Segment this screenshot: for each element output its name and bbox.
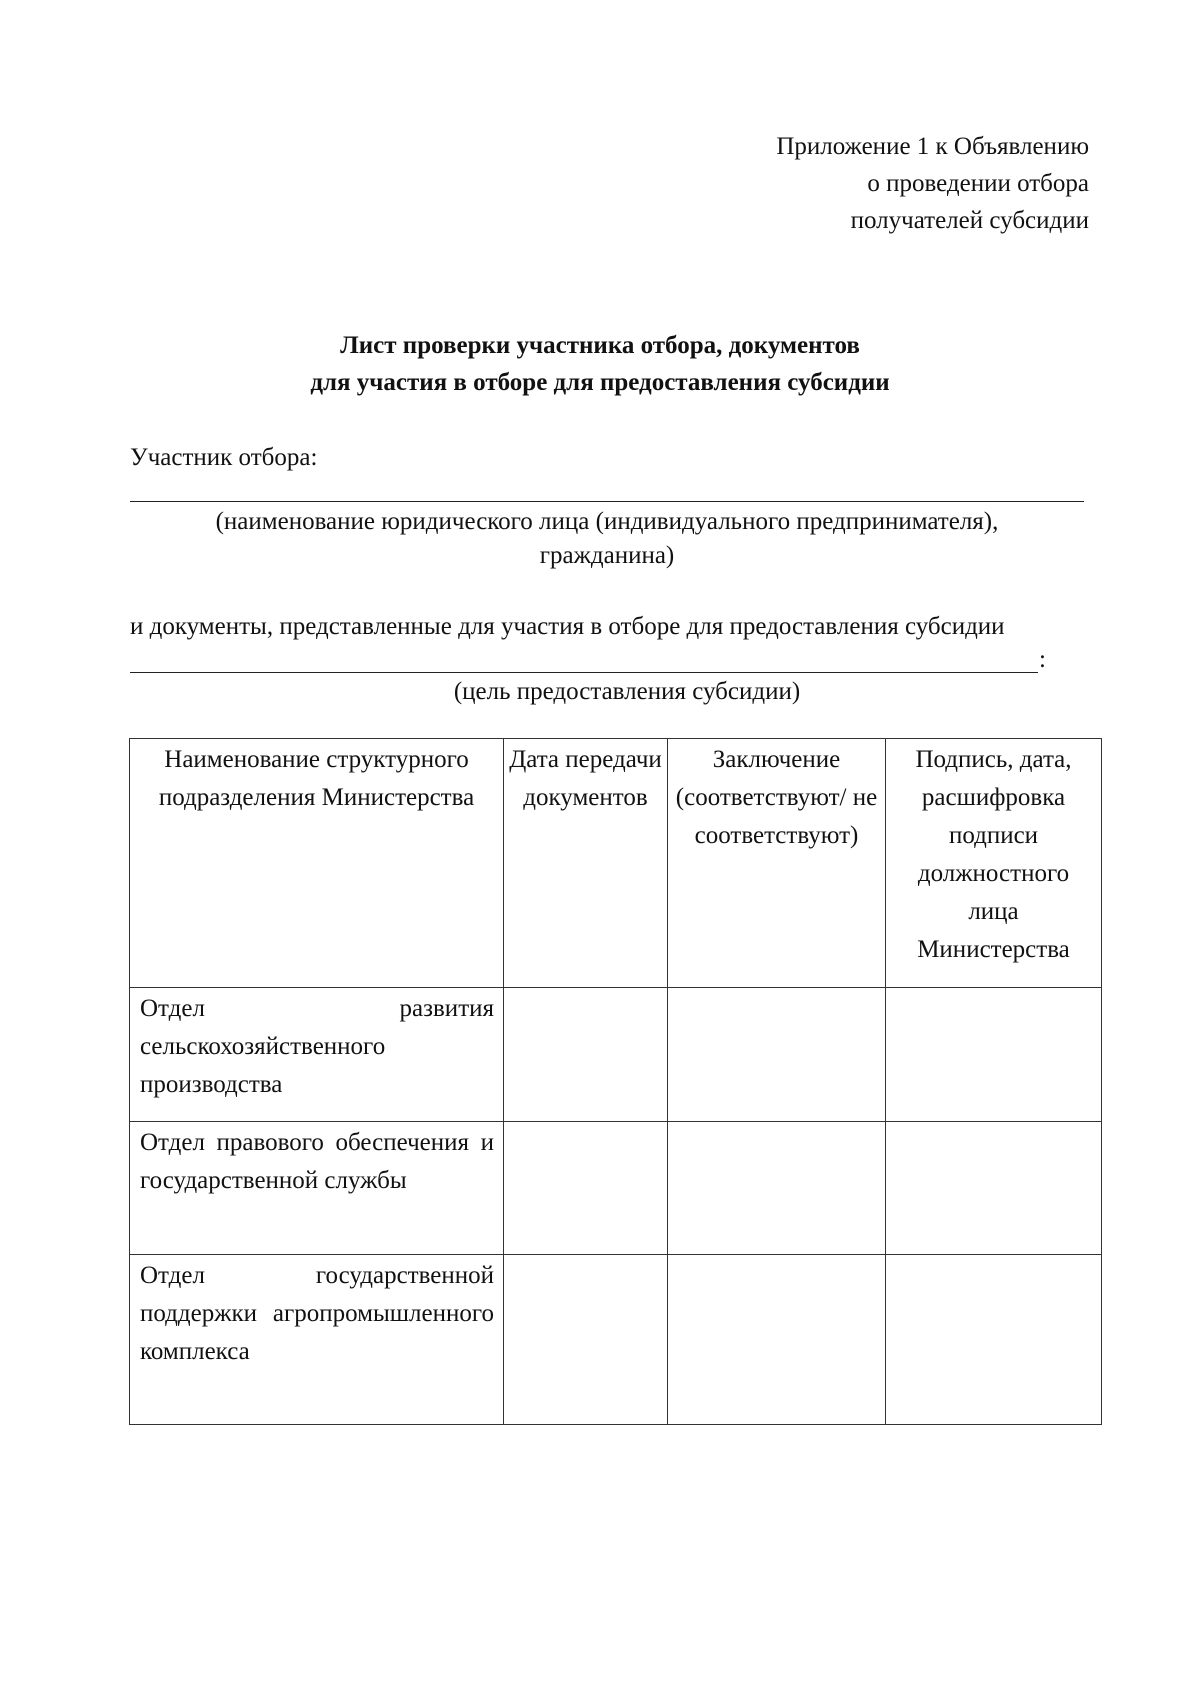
- table-row: [130, 1122, 1102, 1255]
- header-department: Наименование структурного подразделения Министерства: [130, 739, 504, 988]
- transfer-date-cell: [504, 1255, 668, 1425]
- participant-label: Участник отбора:: [130, 444, 318, 471]
- appendix-line-1: Приложение 1 к Объявлению: [776, 133, 1089, 160]
- header-signature: Подпись, дата, расшифровка подписи должностного лица Министерства: [886, 739, 1102, 988]
- participant-name-blank-line: [130, 501, 1084, 502]
- table-row: [130, 988, 1102, 1122]
- subsidy-purpose-hint: (цель предоставления субсидии): [453, 678, 801, 705]
- title-line-2: для участия в отборе для предоставления субсидии: [310, 369, 890, 396]
- department-name: Отдел правового обеспечения и государственной службы: [130, 1122, 504, 1255]
- title-line-1: Лист проверки участника отбора, документов: [340, 332, 860, 359]
- signature-cell: [886, 988, 1102, 1122]
- participant-hint: [130, 505, 1084, 573]
- header-conclusion: Заключение (соответствуют/ не соответствуют): [668, 739, 886, 988]
- signature-cell: [886, 1122, 1102, 1255]
- conclusion-cell: [668, 1122, 886, 1255]
- document-title: [0, 327, 1200, 401]
- appendix-reference: [776, 128, 1089, 239]
- participant-hint-line-1: (наименование юридического лица (индивидуального предпринимателя),: [215, 508, 999, 535]
- transfer-date-cell: [504, 988, 668, 1122]
- verification-table: [129, 738, 1102, 1425]
- appendix-line-2: о проведении отбора: [867, 170, 1089, 197]
- conclusion-cell: [668, 1255, 886, 1425]
- department-name: Отдел государственной поддержки агропромышленного комплекса: [130, 1255, 504, 1425]
- participant-hint-line-2: гражданина): [539, 542, 675, 569]
- conclusion-cell: [668, 988, 886, 1122]
- purpose-colon: :: [1039, 646, 1046, 673]
- appendix-line-3: получателей субсидии: [850, 207, 1089, 234]
- table-row: [130, 1255, 1102, 1425]
- documents-sentence: и документы, представленные для участия в отборе для предоставления субсидии: [130, 613, 1005, 640]
- table-header-row: [130, 739, 1102, 988]
- signature-cell: [886, 1255, 1102, 1425]
- transfer-date-cell: [504, 1122, 668, 1255]
- department-name: Отдел развития сельскохозяйственного производства: [130, 988, 504, 1122]
- header-transfer-date: Дата передачи документов: [504, 739, 668, 988]
